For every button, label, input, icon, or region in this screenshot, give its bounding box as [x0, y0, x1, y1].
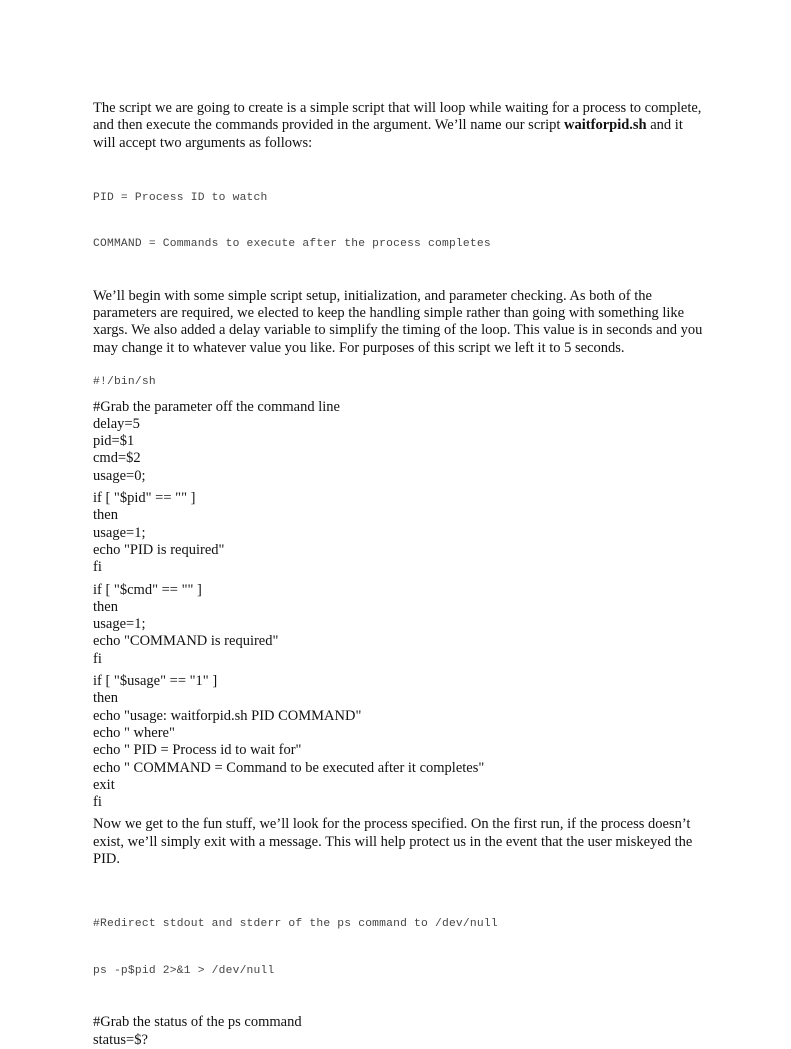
script-line: usage=1;	[93, 616, 146, 633]
script-line: echo "PID is required"	[93, 541, 225, 558]
script-name: waitforpid.sh	[564, 117, 647, 134]
process-check-paragraph: Now we get to the fun stuff, we’ll look for the process specified. On the first run, if the process doesn’t exist, we’ll simply exit with a message. This will help protect us in the event that the user miskeyed the PID.	[93, 816, 693, 867]
script-line: status=$?	[93, 1031, 148, 1048]
script-line: exit	[93, 776, 115, 793]
script-block-setup	[93, 399, 708, 485]
script-line: then	[93, 690, 118, 707]
script-line: echo "usage: waitforpid.sh PID COMMAND"	[93, 707, 362, 724]
document-page	[93, 100, 708, 1049]
script-line: echo " PID = Process id to wait for"	[93, 742, 302, 759]
code-line: COMMAND = Commands to execute after the process completes	[93, 238, 491, 251]
script-block-if-cmd	[93, 582, 708, 668]
script-line: echo " where"	[93, 724, 175, 741]
script-line: pid=$1	[93, 433, 135, 450]
script-line: fi	[93, 650, 102, 667]
shebang-line: #!/bin/sh	[93, 376, 156, 389]
script-line: #Grab the parameter off the command line	[93, 398, 340, 415]
status-block	[93, 1014, 708, 1049]
script-line: usage=1;	[93, 524, 146, 541]
setup-paragraph: We’ll begin with some simple script setup, initialization, and parameter checking. As both of the parameters are required, we elected to keep the handling simple rather than going with something like xargs. We also added a delay variable to simplify the timing of the loop. This value is in seconds and you may change it to whatever value you like. For purposes of this script we left it to 5 seconds.	[93, 287, 703, 356]
script-line: if [ "$cmd" == "" ]	[93, 581, 202, 598]
script-line: then	[93, 598, 118, 615]
arguments-code-block	[93, 160, 708, 284]
script-block-if-usage	[93, 673, 708, 811]
script-block-if-pid	[93, 490, 708, 576]
code-line: #Redirect stdout and stderr of the ps command to /dev/null	[93, 918, 498, 931]
script-line: if [ "$pid" == "" ]	[93, 490, 196, 507]
script-line: echo "COMMAND is required"	[93, 633, 279, 650]
script-line: if [ "$usage" == "1" ]	[93, 673, 218, 690]
script-line: usage=0;	[93, 467, 146, 484]
script-line: echo " COMMAND = Command to be executed after it completes"	[93, 759, 485, 776]
code-line: ps -p$pid 2>&1 > /dev/null	[93, 964, 275, 977]
intro-text: The script we are going to create is a simple script that will loop while waiting for a process to complete, and then execute the commands provided in the argument. We’ll name our script	[93, 100, 702, 134]
script-line: fi	[93, 559, 102, 576]
script-line: delay=5	[93, 415, 140, 432]
script-line: fi	[93, 794, 102, 811]
ps-code-block	[93, 886, 708, 1010]
code-line: PID = Process ID to watch	[93, 191, 268, 204]
intro-text-end: and it will accept two arguments as follows:	[93, 117, 683, 151]
intro-paragraph	[93, 100, 708, 152]
script-line: then	[93, 507, 118, 524]
script-line: cmd=$2	[93, 450, 141, 467]
script-line: #Grab the status of the ps command	[93, 1014, 302, 1031]
